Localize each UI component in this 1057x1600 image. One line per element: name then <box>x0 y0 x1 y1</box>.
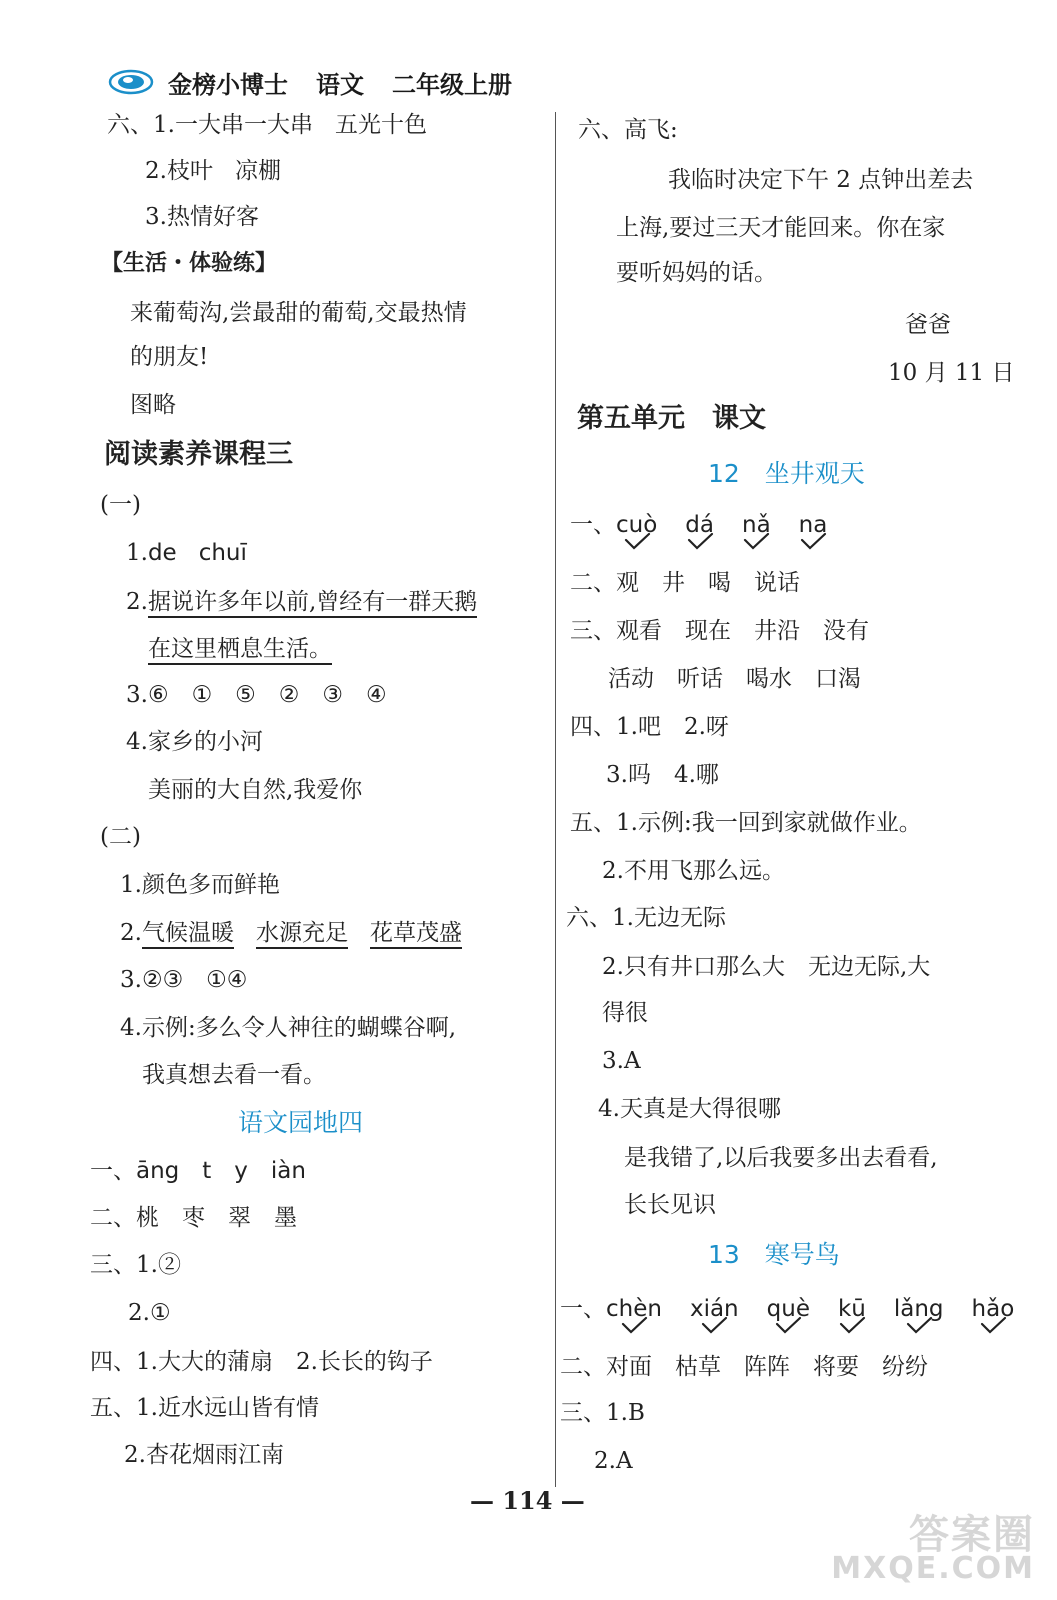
answer-line: 4.示例:多么令人神往的蝴蝶谷啊, <box>120 1015 457 1041</box>
answer-line: 是我错了,以后我要多出去看看, <box>624 1145 938 1171</box>
date: 10 月 11 日 <box>888 360 1015 386</box>
pinyin-check-line: 一、cuò dá nǎ na <box>570 510 855 540</box>
column-divider <box>555 112 556 1487</box>
signature: 爸爸 <box>905 312 951 338</box>
answer-line: 六、高飞: <box>578 117 678 143</box>
answer-line: 得很 <box>602 1000 648 1026</box>
answer-line: 4.家乡的小河 <box>126 729 263 755</box>
answer-line: 2.气候温暖 水源充足 花草茂盛 <box>120 918 462 948</box>
answer-line <box>148 634 332 664</box>
checkmark-icon <box>623 532 651 550</box>
section-title-garden: 语文园地四 <box>238 1108 364 1137</box>
answer-line: 三、观看 现在 井沿 没有 <box>570 618 869 644</box>
pinyin-answer: na <box>799 510 828 540</box>
answer-line: 3.A <box>602 1048 641 1074</box>
answer-line: 要听妈妈的话。 <box>616 260 777 286</box>
lesson-title-12: 12 坐井观天 <box>708 459 865 488</box>
page-header <box>108 62 540 102</box>
underlined-text: 水源充足 <box>256 920 348 949</box>
answer-line: 活动 听话 喝水 口渴 <box>608 666 861 692</box>
underlined-text: 气候温暖 <box>142 920 234 949</box>
pinyin-answer: kū <box>838 1294 866 1324</box>
pinyin-answer: lǎng <box>894 1294 944 1324</box>
section-title-life: 【生活・体验练】 <box>101 251 278 276</box>
answer-line: 我临时决定下午 2 点钟出差去 <box>668 167 974 193</box>
answer-line: 2.不用飞那么远。 <box>602 858 785 884</box>
checkmark-icon <box>774 1316 802 1334</box>
section-title-reading: 阅读素养课程三 <box>104 439 293 470</box>
checkmark-icon <box>700 1316 728 1334</box>
answer-line: 2.枝叶 凉棚 <box>145 158 281 184</box>
checkmark-icon <box>742 532 770 550</box>
checkmark-icon <box>686 532 714 550</box>
answer-line: 3.⑥ ① ⑤ ② ③ ④ <box>126 682 387 708</box>
answer-line: 六、1.无边无际 <box>566 905 726 931</box>
pinyin-answer: nǎ <box>742 510 771 540</box>
answer-line: 1.颜色多而鲜艳 <box>120 872 280 898</box>
answer-line: 3.②③ ①④ <box>120 967 248 993</box>
part-label: (二) <box>100 824 141 850</box>
answer-line: 4.天真是大得很哪 <box>598 1096 781 1122</box>
checkmark-icon <box>799 532 827 550</box>
grade-name: 二年级上册 <box>392 70 512 99</box>
checkmark-icon <box>620 1316 648 1334</box>
answer-line: 1.de chuī <box>126 540 247 566</box>
answer-line: 来葡萄沟,尝最甜的葡萄,交最热情 <box>130 300 467 326</box>
subject-name: 语文 <box>316 70 364 99</box>
answer-line: 美丽的大自然,我爱你 <box>148 777 363 803</box>
pinyin-answer: xián <box>690 1294 739 1324</box>
answer-line: 我真想去看一看。 <box>142 1062 326 1088</box>
pinyin-check-line: 一、chèn xián què kū lǎng hǎo <box>560 1294 1042 1324</box>
answer-line: 五、1.近水远山皆有情 <box>90 1395 319 1421</box>
underlined-text: 花草茂盛 <box>370 920 462 949</box>
answer-line: 三、1.B <box>560 1400 645 1426</box>
answer-line: 2.只有井口那么大 无边无际,大 <box>602 954 931 980</box>
pinyin-answer: cuò <box>616 510 657 540</box>
watermark: 答案圈 MXQE.COM <box>831 1512 1035 1586</box>
unit-title: 第五单元 课文 <box>577 403 766 434</box>
answer-line: 二、对面 枯草 阵阵 将要 纷纷 <box>560 1354 928 1380</box>
answer-line: 六、1.一大串一大串 五光十色 <box>107 112 427 138</box>
answer-line: 二、观 井 喝 说话 <box>570 570 800 596</box>
checkmark-icon <box>979 1316 1007 1334</box>
answer-line: 的朋友! <box>130 344 209 370</box>
page-number: — 114 — <box>470 1486 585 1515</box>
underlined-text: 据说许多年以前,曾经有一群天鹅 <box>148 589 477 618</box>
answer-line: 四、1.吧 2.呀 <box>570 714 729 740</box>
answer-line: 2.杏花烟雨江南 <box>124 1442 284 1468</box>
answer-line: 2.据说许多年以前,曾经有一群天鹅 <box>126 587 477 617</box>
answer-line: 3.热情好客 <box>145 204 259 230</box>
pinyin-answer: què <box>767 1294 810 1324</box>
lesson-title-13: 13 寒号鸟 <box>708 1240 840 1269</box>
brand-name: 金榜小博士 <box>168 70 288 99</box>
answer-line: 一、āng t y iàn <box>90 1158 306 1184</box>
answer-line: 2.A <box>594 1448 633 1474</box>
answer-line: 三、1.② <box>90 1252 181 1278</box>
pinyin-answer: dá <box>685 510 714 540</box>
checkmark-icon <box>838 1316 866 1334</box>
answer-line: 长长见识 <box>624 1192 716 1218</box>
underlined-text: 在这里栖息生活。 <box>148 636 332 665</box>
part-label: (一) <box>100 492 141 518</box>
answer-line: 3.吗 4.哪 <box>606 762 719 788</box>
pinyin-answer: hǎo <box>972 1294 1015 1324</box>
answer-line: 四、1.大大的蒲扇 2.长长的钩子 <box>90 1349 433 1375</box>
pinyin-answer: chèn <box>606 1294 662 1324</box>
answer-line: 2.① <box>128 1300 171 1326</box>
answer-line: 图略 <box>130 392 176 418</box>
checkmark-icon <box>905 1316 933 1334</box>
logo-icon <box>108 69 154 95</box>
answer-line: 上海,要过三天才能回来。你在家 <box>616 215 946 241</box>
answer-line: 五、1.示例:我一回到家就做作业。 <box>570 810 922 836</box>
answer-line: 二、桃 枣 翠 墨 <box>90 1205 297 1231</box>
